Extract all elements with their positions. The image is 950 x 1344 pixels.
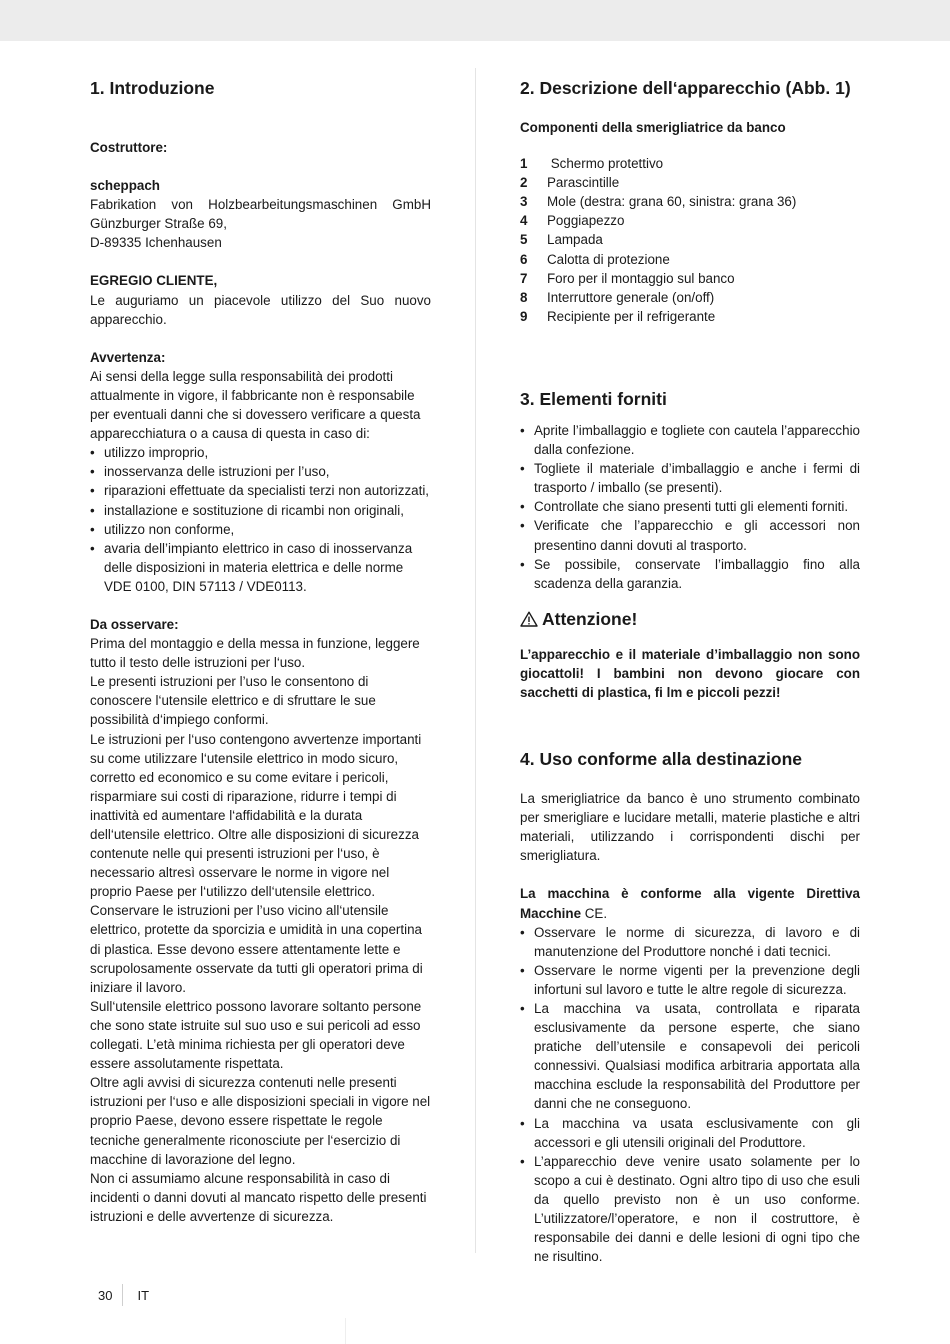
paragraph: Conservare le istruzioni per l’uso vicino all‘utensile elettrico, protette da sporcizia e umidità in una copertina di plastica. Esse devono essere attentamente lette e scrupolosamente osservate da tutti gli operatori prima di iniziare il lavoro. <box>90 903 423 995</box>
top-bar <box>0 0 950 41</box>
list-item <box>520 288 860 307</box>
address-line: Günzburger Straße 69, <box>90 216 227 232</box>
attention-title: Attenzione! <box>542 608 638 629</box>
item-text: Mole (destra: grana 60, sinistra: grana 36) <box>547 194 797 210</box>
intended-use-text: La smerigliatrice da banco è uno strumento combinato per smerigliare e lucidare metalli, materie plastiche e altri materiali, utilizzando i corrispondenti dischi per smerigliatura. <box>520 791 860 864</box>
address-line: D-89335 Ichenhausen <box>90 235 222 251</box>
list-item <box>520 154 860 173</box>
list-item <box>520 211 860 230</box>
components-list <box>520 154 860 326</box>
item-number: 6 <box>520 251 528 267</box>
conformity-statement <box>520 884 860 922</box>
paragraph: Non ci assumiamo alcune responsabilità in caso di incidenti o danni dovuti al mancato rispetto delle presenti istruzioni e delle avvertenze di sicurezza. <box>90 1170 427 1224</box>
list-item <box>520 269 860 288</box>
right-column <box>520 74 860 1266</box>
list-item: • riparazioni effettuate da specialisti terzi non autorizzati, <box>90 481 431 500</box>
list-item <box>520 250 860 269</box>
list-item: • Aprite l’imballaggio e togliete con cautela l’apparecchio dalla confezione. <box>520 421 860 459</box>
paragraph: Oltre agli avvisi di sicurezza contenuti nelle presenti istruzioni per l‘uso e alle disposizioni speciali in vigore nel proprio Paese, devono essere rispettate le regole tecniche generalmente riconosciute per l‘esercizio di macchine di lavorazione del legno. <box>90 1075 431 1167</box>
item-number: 8 <box>520 289 528 305</box>
item-number: 7 <box>520 270 528 286</box>
list-item: • Controllate che siano presenti tutti gli elementi forniti. <box>520 497 860 516</box>
conformity-rest: CE. <box>581 905 608 921</box>
item-number: 1 <box>520 156 528 172</box>
list-item: • Verificate che l’apparecchio e gli accessori non presentino danni dovuti al trasporto. <box>520 516 860 554</box>
page-footer <box>98 1284 149 1306</box>
paragraph: Prima del montaggio e della messa in funzione, leggere tutto il testo delle istruzioni per l‘uso. <box>90 636 420 671</box>
item-number: 9 <box>520 308 528 324</box>
list-item <box>520 192 860 211</box>
list-item <box>520 230 860 249</box>
section-title-introduction: 1. Introduzione <box>90 78 215 98</box>
list-item: • La macchina va usata, controllata e riparata esclusivamente da persone esperte, che siano pratiche dell’utensile e consapevoli dei pericoli connessivi. Qualsiasi modifica arbitraria apportata alla macchina esclude la responsabilità del Produttore per danni che ne conseguono. <box>520 999 860 1114</box>
greeting-text: Le auguriamo un piacevole utilizzo del Suo nuovo apparecchio. <box>90 292 431 327</box>
list-item <box>520 307 860 326</box>
observe-text <box>90 634 431 1226</box>
section-title-intended-use: 4. Uso conforme alla destinazione <box>520 749 803 770</box>
supplied-list <box>520 421 860 593</box>
warning-label: Avvertenza: <box>90 349 166 365</box>
list-item: • installazione e sostituzione di ricambi non originali, <box>90 501 431 520</box>
paragraph: Le presenti istruzioni per l’uso le consentono di conoscere l‘utensile elettrico e di sfruttare le sue possibilità d‘impiego conformi. <box>90 674 376 728</box>
left-column <box>90 74 431 1226</box>
footer-divider <box>122 1284 123 1306</box>
warning-text: Ai sensi della legge sulla responsabilità dei prodotti attualmente in vigore, il fabbricante non è responsabile per eventuali danni che si dovessero verificare a questa apparecchiatura o a causa di questa in caso di: <box>90 368 421 442</box>
paragraph: Le istruzioni per l‘uso contengono avvertenze importanti su come utilizzare l‘utensile elettrico in modo sicuro, corretto ed economico e su come evitare i pericoli, risparmiare sui costi di riparazione, ridurre i tempi di inattività ed aumentare l‘affidabilità e la durata dell‘utensile elettrico. Oltre alle disposizioni di sicurezza contenute nelle qui presenti istruzioni per l‘uso, è necessario altresì osservare le norme in vigore nel proprio Paese per l‘utilizzo dell‘utensile elettrico. <box>90 731 422 900</box>
manufacturer-label: Costruttore: <box>90 140 168 155</box>
address-block <box>90 195 431 252</box>
company-name: scheppach <box>90 178 160 194</box>
section-title-description: 2. Descrizione dell‘apparecchio (Abb. 1) <box>520 78 851 98</box>
list-item: • utilizzo non conforme, <box>90 520 431 539</box>
attention-text: L’apparecchio e il materiale d’imballaggio non sono giocattoli! I bambini non devono giocare con sacchetti di plastica, fi lm e piccoli pezzi! <box>520 646 860 700</box>
crop-mark <box>345 1318 346 1344</box>
item-number: 4 <box>520 213 528 229</box>
item-number: 5 <box>520 232 528 248</box>
list-item: • Osservare le norme vigenti per la prevenzione degli infortuni sul lavoro e tutte le altre regole di sicurezza. <box>520 961 860 999</box>
list-item: • L’apparecchio deve venire usato solamente per lo scopo a cui è destinato. Ogni altro tipo di uso che esuli da quello previsto non è un uso conforme. L’utilizzatore/l’operatore, e non il costruttore, è responsabile dei danni e delle lesioni di ogni tipo che ne risultino. <box>520 1152 860 1267</box>
list-item: • Se possibile, conservate l’imballaggio fino alla scadenza della garanzia. <box>520 555 860 593</box>
list-item: • avaria dell’impianto elettrico in caso di inosservanza delle disposizioni in materia elettrica e delle norme VDE 0100, DIN 57113 / VDE0113. <box>90 539 431 596</box>
list-item <box>520 173 860 192</box>
greeting-title: EGREGIO CLIENTE, <box>90 273 218 289</box>
item-text: Foro per il montaggio sul banco <box>547 270 735 286</box>
item-text: Calotta di protezione <box>547 251 670 267</box>
paragraph: Sull‘utensile elettrico possono lavorare soltanto persone che sono state istruite sul suo uso e sui pericoli ad esso collegati. L’età minima richiesta per gli operatori deve essere assolutamente rispettata. <box>90 998 422 1072</box>
list-item: • Osservare le norme di sicurezza, di lavoro e di manutenzione del Produttore nonché i dati tecnici. <box>520 923 860 961</box>
list-item: • inosservanza delle istruzioni per l’uso, <box>90 462 431 481</box>
column-divider <box>475 68 476 1253</box>
section-title-supplied: 3. Elementi forniti <box>520 388 667 409</box>
item-number: 3 <box>520 194 528 210</box>
intended-use-list <box>520 923 860 1267</box>
item-text: Poggiapezzo <box>547 213 625 229</box>
item-text: Interruttore generale (on/off) <box>547 289 715 305</box>
components-subtitle: Componenti della smerigliatrice da banco <box>520 120 786 135</box>
list-item: • La macchina va usata esclusivamente con gli accessori e gli utensili originali del Produttore. <box>520 1114 860 1152</box>
observe-label: Da osservare: <box>90 616 179 632</box>
warning-triangle-icon <box>520 611 538 627</box>
language-code: IT <box>137 1287 150 1303</box>
attention-heading <box>520 605 860 633</box>
item-text: Recipiente per il refrigerante <box>547 308 716 324</box>
page-number: 30 <box>98 1287 113 1303</box>
address-line: Fabrikation von Holzbearbeitungsmaschinen GmbH <box>90 197 431 213</box>
item-text: Parascintille <box>547 175 620 191</box>
warning-list <box>90 443 431 596</box>
item-text: Schermo protettivo <box>547 156 664 172</box>
list-item: • Togliete il materiale d’imballaggio e anche i fermi di trasporto / imballo (se presenti). <box>520 459 860 497</box>
item-number: 2 <box>520 175 528 191</box>
conformity-bold: La macchina è conforme alla vigente Direttiva Macchine <box>520 886 860 921</box>
list-item: • utilizzo improprio, <box>90 443 431 462</box>
item-text: Lampada <box>547 232 603 248</box>
